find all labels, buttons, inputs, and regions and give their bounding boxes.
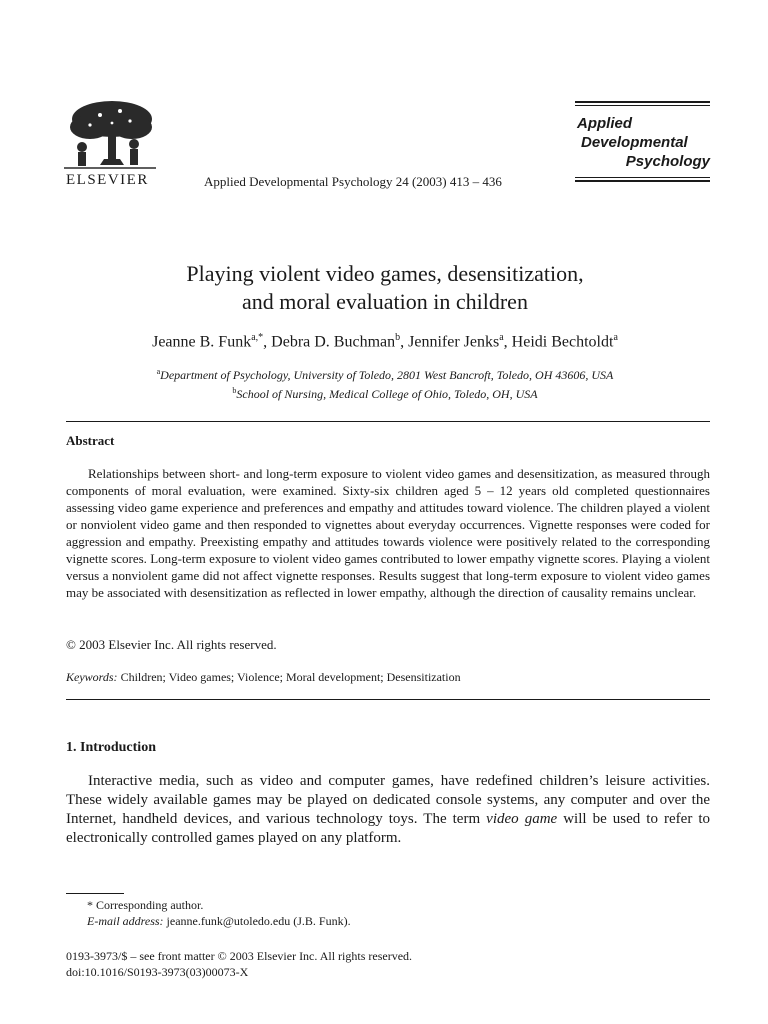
divider xyxy=(66,699,710,700)
title-line: and moral evaluation in children xyxy=(242,289,528,314)
journal-logo-rule xyxy=(575,177,710,178)
footnote-rule xyxy=(66,893,124,894)
author-name: Jeanne B. Funk xyxy=(152,333,252,351)
author-name: Jennifer Jenks xyxy=(408,333,500,351)
abstract-body xyxy=(66,465,710,601)
author-separator: , xyxy=(400,333,409,351)
section-body xyxy=(66,772,710,848)
emphasis: video game xyxy=(486,811,558,827)
author-name: Debra D. Buchman xyxy=(271,333,396,351)
keywords-text: Children; Video games; Violence; Moral development; Desensitization xyxy=(120,670,461,684)
author-name: Heidi Bechtoldt xyxy=(511,333,614,351)
author-affiliation-mark: a,* xyxy=(251,332,264,343)
author-affiliation-mark: b xyxy=(395,332,401,343)
affiliations xyxy=(60,364,710,402)
email-label: E-mail address: xyxy=(87,914,164,928)
elsevier-tree-logo xyxy=(60,97,160,172)
journal-logo xyxy=(575,101,710,182)
journal-logo-rule xyxy=(575,105,710,106)
issn-line: 0193-3973/$ – see front matter © 2003 Elsevier Inc. All rights reserved. xyxy=(66,949,413,963)
journal-logo-rule xyxy=(575,101,710,103)
section-heading: 1. Introduction xyxy=(66,740,156,755)
author-separator: , xyxy=(263,333,272,351)
author-affiliation-mark: a xyxy=(613,332,618,343)
affiliation: $^a$Department of Psychology, University of Toledo, 2801 West Bancroft, Toledo, OH 43606, USA xyxy=(156,367,614,382)
author-affiliation-mark: a xyxy=(499,332,504,343)
author-list xyxy=(60,332,710,351)
abstract-copyright: © 2003 Elsevier Inc. All rights reserved. xyxy=(66,637,277,652)
affiliation: $^b$School of Nursing, Medical College of Ohio, Toledo, OH, USA xyxy=(232,386,538,401)
journal-logo-rule xyxy=(575,180,710,182)
keywords xyxy=(66,670,461,685)
divider xyxy=(66,421,710,422)
publisher-name: ELSEVIER xyxy=(66,172,149,188)
footnote-email xyxy=(87,914,351,929)
abstract-text: Relationships between short- and long-term exposure to violent video games and desensitization, as measured through components of moral evaluation, were examined. Sixty-six children aged 5 – 12 years old completed questionnaires assessing video game experience and preferences and empathy and attitudes toward violence. The children played a violent or nonviolent video game and then responded to vignettes about everyday occurrences. Vignette responses were coded for aggression and empathy. Preexisting empathy and attitudes towards violence were positively related to the corresponding vignette scores. Long-term exposure to violent video games contributed to lower empathy vignette scores. Playing a violent versus a nonviolent game did not affect vignette responses. Results suggest that long-term exposure to violent video games may be associated with desensitization as reflected in lower empathy, although the direction of causality remains unclear. xyxy=(66,466,710,600)
footnote-corresponding: * Corresponding author. xyxy=(87,898,204,912)
journal-citation: Applied Developmental Psychology 24 (2003) 413 – 436 xyxy=(204,174,502,189)
journal-logo-line: Developmental xyxy=(581,134,688,151)
title-line: Playing violent video games, desensitization, xyxy=(186,261,584,286)
journal-logo-line: Applied xyxy=(577,115,632,132)
doi-line: doi:10.1016/S0193-3973(03)00073-X xyxy=(66,965,249,979)
paragraph: Interactive media, such as video and computer games, have redefined children’s leisure activities. These widely available games may be played on dedicated console systems, any computer and over the Internet, handheld devices, and various technology toys. The term video game will be used to refer to electronically controlled games played on any platform. xyxy=(66,773,711,846)
article-title xyxy=(60,260,710,316)
author-separator: , xyxy=(503,333,512,351)
email-value: jeanne.funk@utoledo.edu (J.B. Funk). xyxy=(166,914,351,928)
abstract-heading: Abstract xyxy=(66,433,115,448)
journal-logo-line: Psychology xyxy=(625,153,710,170)
keywords-label: Keywords: xyxy=(66,670,118,684)
